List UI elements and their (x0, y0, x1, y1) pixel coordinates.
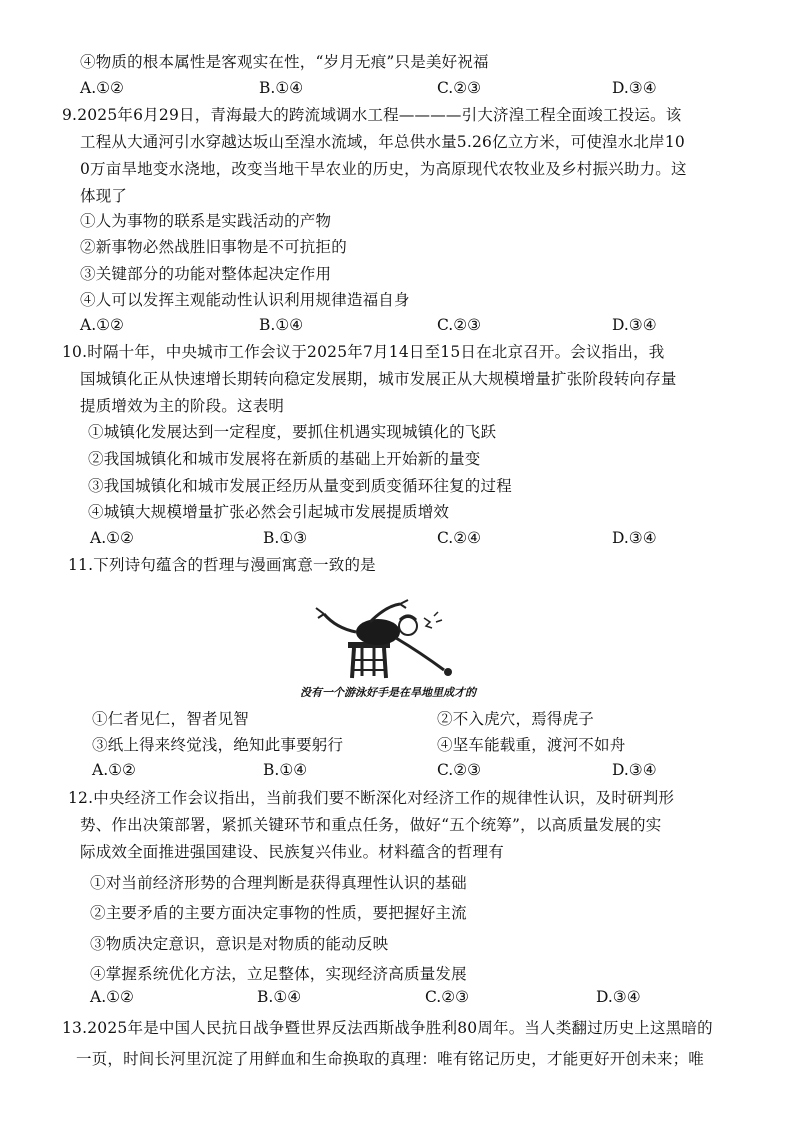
q10-statement-3: ③我国城镇化和城市发展正经历从量变到质变循环往复的过程 (88, 477, 512, 495)
q12-statement-2: ②主要矛盾的主要方面决定事物的性质，要把握好主流 (90, 904, 467, 922)
q9-option-a: A.①② (80, 316, 124, 334)
q12-statement-1: ①对当前经济形势的合理判断是获得真理性认识的基础 (90, 874, 467, 892)
q12-option-c: C.②③ (425, 988, 470, 1006)
q12-stem-line-3: 际成效全面推进强国建设、民族复兴伟业。材料蕴含的哲理有 (80, 843, 504, 861)
q9-statement-1: ①人为事物的联系是实践活动的产物 (80, 212, 332, 230)
q10-stem-line-1: 10.时隔十年，中央城市工作会议于2025年7月14日至15日在北京召开。会议指出，我 (62, 343, 665, 361)
q11-statement-4: ④坚车能载重，渡河不如舟 (437, 736, 626, 754)
q10-option-c: C.②④ (437, 529, 482, 547)
q8-statement-4: ④物质的根本属性是客观实在性，“岁月无痕”只是美好祝福 (80, 53, 489, 71)
q11-statement-1: ①仁者见仁，智者见智 (92, 710, 250, 728)
q10-stem-line-2: 国城镇化正从快速增长期转向稳定发展期，城市发展正从大规模增量扩张阶段转向存量 (80, 370, 677, 388)
q9-stem-line-3: 0万亩旱地变水浇地，改变当地干旱农业的历史，为高原现代农牧业及乡村振兴助力。这 (80, 160, 687, 178)
q12-statement-3: ③物质决定意识，意识是对物质的能动反映 (90, 935, 389, 953)
q11-option-c: C.②③ (437, 761, 482, 779)
q12-stem-line-1: 12.中央经济工作会议指出，当前我们要不断深化对经济工作的规律性认识，及时研判形 (68, 789, 675, 807)
q9-statement-4: ④人可以发挥主观能动性认识利用规律造福自身 (80, 291, 410, 309)
q13-stem-line-1: 13.2025年是中国人民抗日战争暨世界反法西斯战争胜利80周年。当人类翻过历史上这黑暗的 (62, 1019, 713, 1037)
q12-statement-4: ④掌握系统优化方法，立足整体，实现经济高质量发展 (90, 965, 467, 983)
q11-option-a: A.①② (92, 761, 136, 779)
q10-option-d: D.③④ (612, 529, 657, 547)
q11-statement-3: ③纸上得来终觉浅，绝知此事要躬行 (92, 736, 344, 754)
q12-option-a: A.①② (90, 988, 134, 1006)
q11-stem: 11.下列诗句蕴含的哲理与漫画寓意一致的是 (68, 556, 376, 574)
q11-option-b: B.①④ (263, 761, 308, 779)
q9-option-b: B.①④ (259, 316, 304, 334)
swimmer-cartoon-image (296, 598, 496, 680)
q8-option-a: A.①② (80, 79, 124, 97)
q9-statement-2: ②新事物必然战胜旧事物是不可抗拒的 (80, 238, 347, 256)
q10-statement-2: ②我国城镇化和城市发展将在新质的基础上开始新的量变 (88, 450, 481, 468)
q9-statement-3: ③关键部分的功能对整体起决定作用 (80, 265, 332, 283)
q9-option-c: C.②③ (437, 316, 482, 334)
q10-statement-1: ①城镇化发展达到一定程度，要抓住机遇实现城镇化的飞跃 (88, 423, 497, 441)
q8-option-b: B.①④ (259, 79, 304, 97)
q9-stem-line-1: 9.2025年6月29日，青海最大的跨流域调水工程————引大济湟工程全面竣工投运。该 (62, 106, 682, 124)
q12-stem-line-2: 势、作出决策部署，紧抓关键环节和重点任务，做好“五个统筹”，以高质量发展的实 (80, 816, 662, 834)
q13-stem-line-2: 一页，时间长河里沉淀了用鲜血和生命换取的真理：唯有铭记历史，才能更好开创未来；唯 (76, 1050, 705, 1068)
q12-option-b: B.①④ (257, 988, 302, 1006)
q8-option-c: C.②③ (437, 79, 482, 97)
q10-stem-line-3: 提质增效为主的阶段。这表明 (80, 397, 285, 415)
q11-statement-2: ②不入虎穴，焉得虎子 (437, 710, 595, 728)
q9-option-d: D.③④ (612, 316, 657, 334)
q8-option-d: D.③④ (612, 79, 657, 97)
q12-option-d: D.③④ (596, 988, 641, 1006)
q10-statement-4: ④城镇大规模增量扩张必然会引起城市发展提质增效 (88, 503, 450, 521)
q10-option-a: A.①② (90, 529, 134, 547)
q9-stem-line-2: 工程从大通河引水穿越达坂山至湟水流域，年总供水量5.26亿立方米，可使湟水北岸10 (80, 133, 685, 151)
cartoon-caption: 没有一个游泳好手是在旱地里成才的 (300, 686, 476, 699)
q9-stem-line-4: 体现了 (80, 187, 128, 205)
q11-option-d: D.③④ (612, 761, 657, 779)
q10-option-b: B.①③ (263, 529, 308, 547)
